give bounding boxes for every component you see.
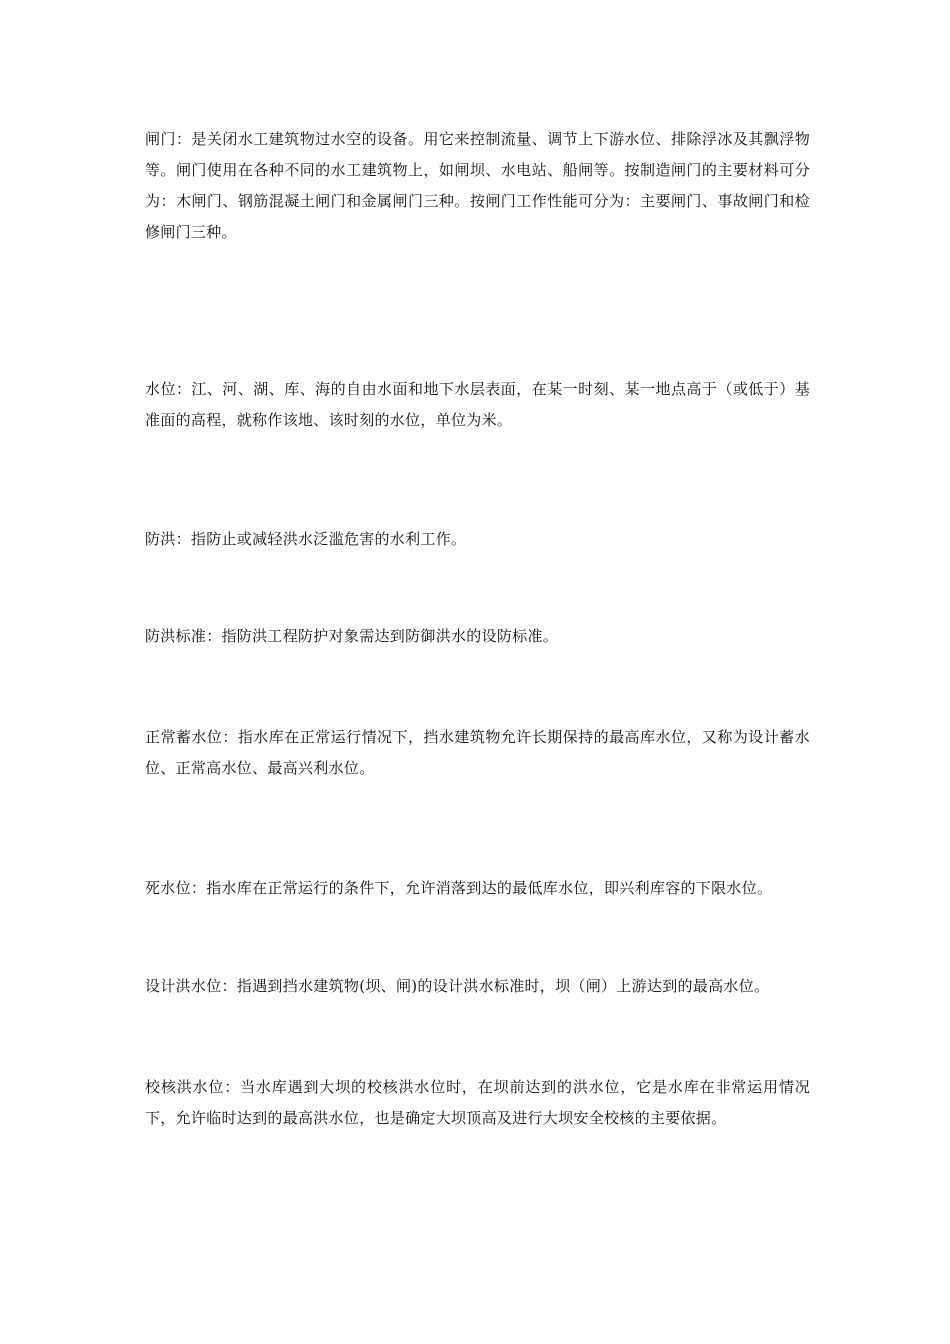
paragraph-flood-control: 防洪：指防止或减轻洪水泛滥危害的水利工作。 <box>145 530 467 548</box>
paragraph-flood-standard: 防洪标准：指防洪工程防护对象需达到防御洪水的设防标准。 <box>145 627 559 645</box>
paragraph-water-level: 水位：江、河、湖、库、海的自由水面和地下水层表面，在某一时刻、某一地点高于（或低于）基准面的高程，就称作该地、该时刻的水位，单位为米。 <box>145 380 810 429</box>
paragraph-dead-water-level: 死水位：指水库在正常运行的条件下，允许消落到达的最低库水位，即兴利库容的下限水位。 <box>145 879 773 897</box>
paragraph-gate: 闸门：是关闭水工建筑物过水空的设备。用它来控制流量、调节上下游水位、排除浮冰及其飘浮物等。闸门使用在各种不同的水工建筑物上，如闸坝、水电站、船闸等。按制造闸门的主要材料可分为：木闸门、钢筋混凝土闸门和金属闸门三种。按闸门工作性能可分为：主要闸门、事故闸门和检修闸门三种。 <box>145 130 810 241</box>
paragraph-check-flood-level: 校核洪水位：当水库遇到大坝的校核洪水位时，在坝前达到的洪水位，它是水库在非常运用情况下，允许临时达到的最高洪水位，也是确定大坝顶高及进行大坝安全校核的主要依据。 <box>145 1078 810 1127</box>
paragraph-design-flood-level: 设计洪水位：指遇到挡水建筑物(坝、闸)的设计洪水标准时，坝（闸）上游达到的最高水位。 <box>145 977 770 995</box>
paragraph-normal-storage-level: 正常蓄水位：指水库在正常运行情况下，挡水建筑物允许长期保持的最高库水位，又称为设计蓄水位、正常高水位、最高兴利水位。 <box>145 728 810 777</box>
